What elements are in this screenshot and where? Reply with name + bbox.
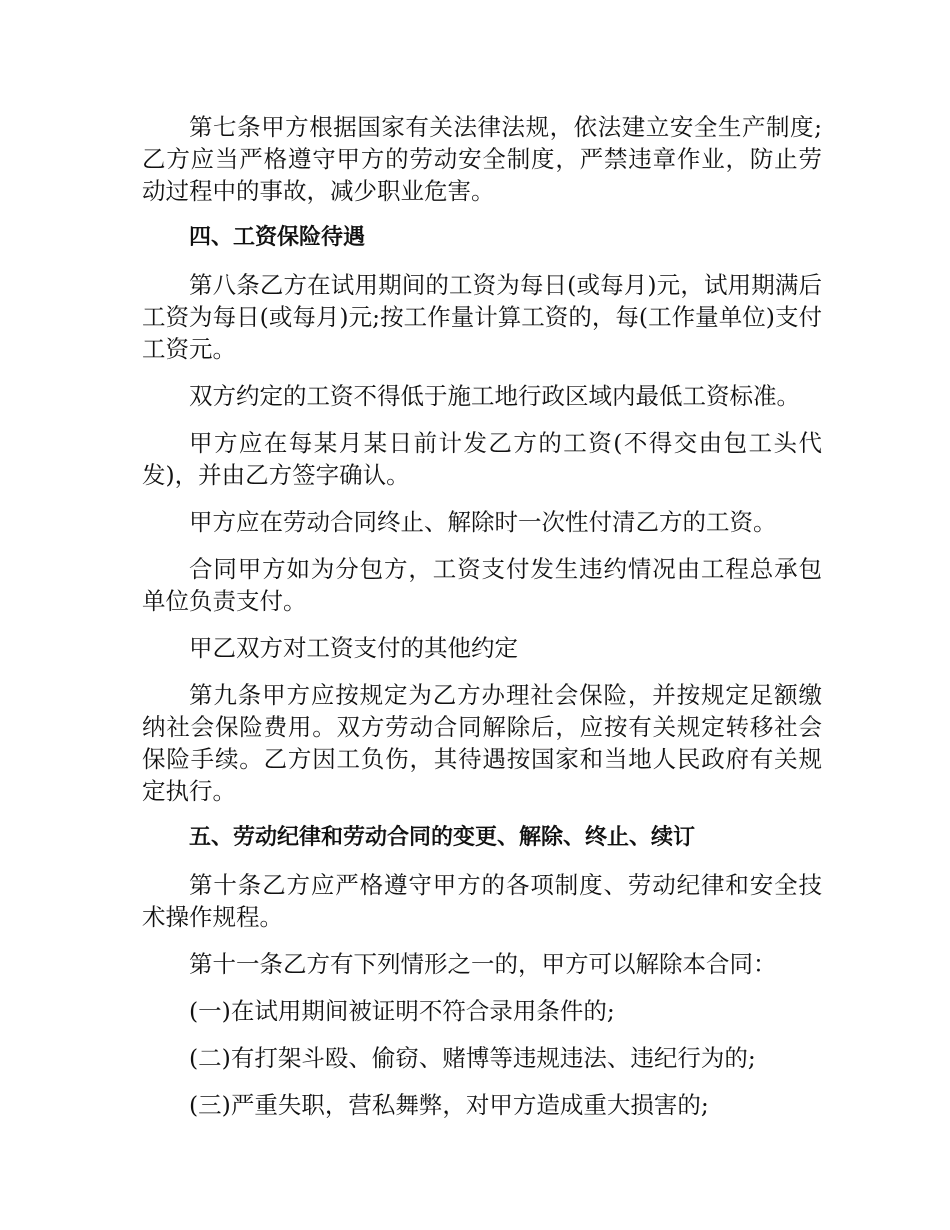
paragraph-minimum-wage: 双方约定的工资不得低于施工地行政区域内最低工资标准。 xyxy=(189,382,800,410)
list-item-2: (二)有打架斗殴、偷窃、赌博等违规违法、违纪行为的; xyxy=(189,1044,756,1072)
paragraph-article-8: 第八条乙方在试用期间的工资为每日(或每月)元，试用期满后工资为每日(或每月)元;按工作量计算工资的，每(工作量单位)支付工资元。 xyxy=(142,271,822,363)
paragraph-other-agreement: 甲乙双方对工资支付的其他约定 xyxy=(189,634,518,662)
list-item-3: (三)严重失职，营私舞弊，对甲方造成重大损害的; xyxy=(189,1091,709,1119)
section-heading-labor-discipline: 五、劳动纪律和劳动合同的变更、解除、终止、续订 xyxy=(189,825,696,850)
paragraph-subcontractor: 合同甲方如为分包方，工资支付发生违约情况由工程总承包单位负责支付。 xyxy=(142,555,822,615)
paragraph-article-7: 第七条甲方根据国家有关法律法规，依法建立安全生产制度;乙方应当严格遵守甲方的劳动安全制度，严禁违章作业，防止劳动过程中的事故，减少职业危害。 xyxy=(142,113,822,205)
paragraph-article-10: 第十条乙方应严格遵守甲方的各项制度、劳动纪律和安全技术操作规程。 xyxy=(142,871,822,931)
list-item-1: (一)在试用期间被证明不符合录用条件的; xyxy=(189,997,615,1025)
paragraph-final-settlement: 甲方应在劳动合同终止、解除时一次性付清乙方的工资。 xyxy=(189,508,777,536)
paragraph-wage-payment-date: 甲方应在每某月某日前计发乙方的工资(不得交由包工头代发)，并由乙方签字确认。 xyxy=(142,429,822,489)
paragraph-article-9: 第九条甲方应按规定为乙方办理社会保险，并按规定足额缴纳社会保险费用。双方劳动合同解除后，应按有关规定转移社会保险手续。乙方因工负伤，其待遇按国家和当地人民政府有关规定执行。 xyxy=(142,681,822,805)
document-page xyxy=(142,111,822,1136)
paragraph-article-11: 第十一条乙方有下列情形之一的，甲方可以解除本合同： xyxy=(189,950,777,978)
section-heading-wages-insurance: 四、工资保险待遇 xyxy=(189,225,366,250)
